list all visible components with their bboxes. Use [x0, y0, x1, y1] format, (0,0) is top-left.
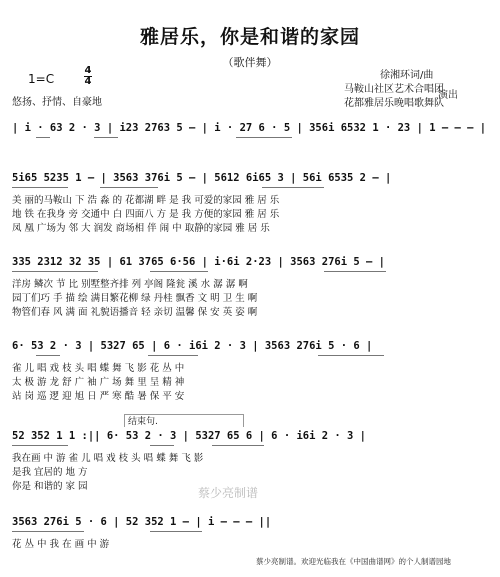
lyric-line: 洋房 鳞次 节 比 别墅整齐排 列 亭阁 隆瓮 溪 水 潺 潺 啊 [12, 279, 248, 290]
composer-credit: 徐湘环词/曲 [380, 70, 434, 81]
beam [150, 531, 202, 532]
beam [12, 187, 68, 188]
score-line-3: 335 2312 32 35 | 61 3765 6·56 | i·6i 2·23 | 3563 276i 5 — | [12, 256, 385, 268]
expression-mark: 悠扬、抒情、自豪地 [12, 97, 102, 108]
meter-top: 4 [84, 65, 92, 76]
lyric-line: 物管们春 风 满 面 礼貌语播音 轻 亲切 温馨 保 安 英 姿 啊 [12, 307, 258, 318]
meter-bottom: 4 [84, 76, 92, 87]
lyric-line: 雀 儿 唱 戏 枝 头 唱 蝶 舞 飞 影 花 丛 中 [12, 363, 185, 374]
watermark: 蔡少亮制谱 [198, 486, 259, 500]
beam [12, 531, 84, 532]
beam [150, 445, 174, 446]
beam [36, 137, 50, 138]
key-signature: 1=C [28, 72, 55, 86]
lyric-line: 你是 和谐的 家 园 [12, 481, 88, 492]
beam [324, 271, 386, 272]
lyric-line: 太 极 游 龙 舒 广 袖 广 场 舞 里 呈 精 神 [12, 377, 185, 388]
score-line-6: 3563 276i 5 · 6 | 52 352 1 — | i — — — || [12, 516, 272, 528]
score-line-4: 6· 53 2 · 3 | 5327 65 | 6 · i6i 2 · 3 | 3563 276i 5 · 6 | [12, 340, 373, 352]
song-subtitle: （歌伴舞） [222, 56, 278, 69]
beam [148, 355, 198, 356]
beam [94, 137, 118, 138]
lyric-line: 我在画 中 游 雀 儿 唱 戏 枝 头 唱 蝶 舞 飞 影 [12, 453, 204, 464]
lyric-line: 是我 宜居的 地 方 [12, 467, 88, 478]
lyric-line: 站 岗 巡 逻 迎 旭 日 严 寒 酷 暑 保 平 安 [12, 391, 185, 402]
lyric-line: 园丁们巧 手 描 绘 满目繁花柳 绿 丹桂 飘香 文 明 卫 生 啊 [12, 293, 258, 304]
performer-credit-1: 马鞍山社区艺术合唱团 [344, 84, 444, 95]
song-title: 雅居乐，你是和谐的家园 [139, 26, 360, 48]
beam [100, 187, 158, 188]
score-line-5: 52 352 1 1 :|| 6· 53 2 · 3 | 5327 65 6 | 6 · i6i 2 · 3 | [12, 430, 367, 442]
beam [150, 271, 208, 272]
beam [318, 355, 384, 356]
lyric-line: 花 丛 中 我 在 画 中 游 [12, 539, 110, 550]
beam [236, 137, 292, 138]
lyric-line: 地 铁 在我身 旁 交通中 白 四面八 方 是 我 方便的家园 雅 居 乐 [12, 209, 280, 220]
performed-label: 演出 [438, 90, 458, 101]
footer-note: 蔡少亮制谱。欢迎光临我在《中国曲谱网》的个人制谱园地 [256, 557, 451, 566]
beam [212, 445, 264, 446]
beam [262, 187, 324, 188]
lyric-line: 美 丽的马鞍山 下 浩 淼 的 花都湖 畔 是 我 可爱的家园 雅 居 乐 [12, 195, 280, 206]
coda-label: 结束句. [128, 417, 158, 427]
beam [12, 271, 98, 272]
score-line-2: 5i65 5235 1 — | 3563 376i 5 — | 5612 6i65 3 | 56i 6535 2 — | [12, 172, 392, 184]
lyric-line: 凤 凰 广场为 邻 大 润发 商场相 伴 闹 中 取静的家园 雅 居 乐 [12, 223, 270, 234]
performer-credit-2: 花都雅居乐晚唱歌舞队 [344, 98, 444, 109]
time-signature [84, 66, 92, 87]
beam [12, 445, 68, 446]
beam [36, 355, 60, 356]
score-line-1: | i · 63 2 · 3 | i23 2763 5 — | i · 27 6 · 5 | 356i 6532 1 · 23 | 1 — — — | [12, 122, 487, 134]
